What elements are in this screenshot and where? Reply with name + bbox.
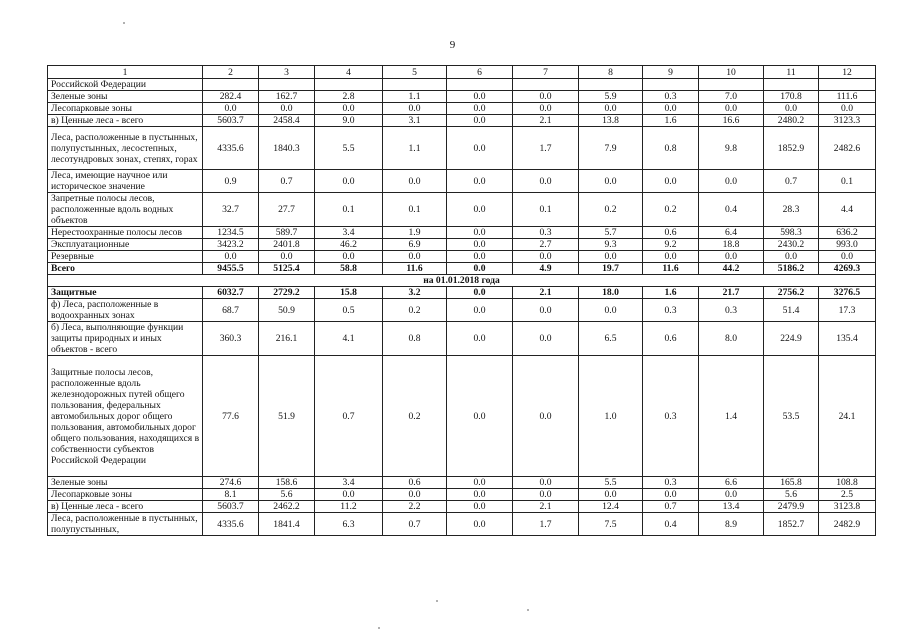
table-cell: 0.7 xyxy=(643,501,699,513)
table-cell: 58.8 xyxy=(315,263,383,275)
table-cell: 224.9 xyxy=(764,322,819,356)
table-cell: 1.1 xyxy=(383,127,447,170)
table-row xyxy=(48,356,876,477)
table-cell: 165.8 xyxy=(764,477,819,489)
table-cell: 0.0 xyxy=(259,103,315,115)
table-cell: 0.0 xyxy=(699,103,764,115)
table-cell: 1.7 xyxy=(513,513,579,536)
table-cell: 3123.3 xyxy=(819,115,876,127)
table-row xyxy=(48,91,876,103)
table-cell: 5603.7 xyxy=(203,501,259,513)
table-row xyxy=(48,322,876,356)
table-cell: 2482.6 xyxy=(819,127,876,170)
table-cell: 9.8 xyxy=(699,127,764,170)
table-cell: 2462.2 xyxy=(259,501,315,513)
table-cell: 0.0 xyxy=(513,299,579,322)
table-cell: 2458.4 xyxy=(259,115,315,127)
table-cell xyxy=(203,79,259,91)
table-cell: 0.5 xyxy=(315,299,383,322)
table-cell: 6.4 xyxy=(699,227,764,239)
table-cell: 0.3 xyxy=(643,356,699,477)
row-label: ф) Леса, расположенные в водоохранных зонах xyxy=(48,299,203,322)
table-cell xyxy=(447,79,513,91)
table-cell: 0.7 xyxy=(315,356,383,477)
table-cell: 0.0 xyxy=(579,251,643,263)
table-cell: 2479.9 xyxy=(764,501,819,513)
table-cell: 0.0 xyxy=(447,227,513,239)
table-row xyxy=(48,513,876,536)
table-cell: 9.2 xyxy=(643,239,699,251)
table-row xyxy=(48,477,876,489)
table-cell xyxy=(513,79,579,91)
row-label: Леса, расположенные в пустынных, полупустынных, xyxy=(48,513,203,536)
table-cell: 0.0 xyxy=(513,322,579,356)
table-cell: 0.2 xyxy=(643,193,699,227)
table-row xyxy=(48,263,876,275)
table-cell: 0.0 xyxy=(447,91,513,103)
table-cell: 0.0 xyxy=(447,322,513,356)
table-row xyxy=(48,227,876,239)
table-cell: 0.0 xyxy=(699,251,764,263)
table-cell: 5.6 xyxy=(764,489,819,501)
table-cell: 2.1 xyxy=(513,115,579,127)
table-cell: 0.3 xyxy=(643,477,699,489)
row-label: Эксплуатационные xyxy=(48,239,203,251)
row-label: Резервные xyxy=(48,251,203,263)
column-header: 12 xyxy=(819,66,876,79)
table-cell: 1841.4 xyxy=(259,513,315,536)
scan-speck xyxy=(378,627,380,629)
table-cell: 0.0 xyxy=(819,103,876,115)
table-cell: 2.1 xyxy=(513,501,579,513)
row-label: Запретные полосы лесов, расположенные вдоль водных объектов xyxy=(48,193,203,227)
table-cell: 0.0 xyxy=(513,91,579,103)
table-cell: 0.6 xyxy=(643,322,699,356)
table-cell xyxy=(259,79,315,91)
table-cell: 0.0 xyxy=(819,251,876,263)
row-label: Зеленые зоны xyxy=(48,477,203,489)
table-cell: 0.0 xyxy=(315,489,383,501)
table-row xyxy=(48,287,876,299)
table-cell: 51.4 xyxy=(764,299,819,322)
table-cell: 0.0 xyxy=(513,489,579,501)
table-cell: 4269.3 xyxy=(819,263,876,275)
column-header: 7 xyxy=(513,66,579,79)
table-cell: 108.8 xyxy=(819,477,876,489)
table-cell: 360.3 xyxy=(203,322,259,356)
table-cell xyxy=(819,79,876,91)
table-cell: 1234.5 xyxy=(203,227,259,239)
table-cell: 6.3 xyxy=(315,513,383,536)
table-cell: 16.6 xyxy=(699,115,764,127)
table-cell: 0.6 xyxy=(643,227,699,239)
row-label: Леса, имеющие научное или историческое значение xyxy=(48,170,203,193)
table-cell: 8.9 xyxy=(699,513,764,536)
table-cell xyxy=(643,79,699,91)
row-label: Зеленые зоны xyxy=(48,91,203,103)
table-cell: 0.0 xyxy=(447,127,513,170)
table-cell: 0.0 xyxy=(643,489,699,501)
table-cell: 0.3 xyxy=(699,299,764,322)
table-cell: 2729.2 xyxy=(259,287,315,299)
table-cell: 0.4 xyxy=(699,193,764,227)
table-cell: 2482.9 xyxy=(819,513,876,536)
table-cell: 6.5 xyxy=(579,322,643,356)
table-cell: 7.9 xyxy=(579,127,643,170)
scan-speck xyxy=(436,600,438,602)
table-row xyxy=(48,115,876,127)
table-cell: 5.9 xyxy=(579,91,643,103)
table-cell: 1852.9 xyxy=(764,127,819,170)
column-header: 6 xyxy=(447,66,513,79)
column-header: 10 xyxy=(699,66,764,79)
table-cell: 162.7 xyxy=(259,91,315,103)
table-cell: 6032.7 xyxy=(203,287,259,299)
table-cell: 111.6 xyxy=(819,91,876,103)
table-cell: 0.0 xyxy=(447,489,513,501)
table-cell: 0.0 xyxy=(579,299,643,322)
column-header: 2 xyxy=(203,66,259,79)
table-cell: 0.2 xyxy=(383,356,447,477)
table-cell: 0.7 xyxy=(764,170,819,193)
table-cell: 19.7 xyxy=(579,263,643,275)
forest-area-table xyxy=(47,65,876,536)
table-cell: 7.0 xyxy=(699,91,764,103)
table-cell: 21.7 xyxy=(699,287,764,299)
table-cell: 4335.6 xyxy=(203,127,259,170)
table-cell: 0.7 xyxy=(259,170,315,193)
table-cell: 0.0 xyxy=(383,251,447,263)
page-number: 9 xyxy=(449,39,456,51)
table-row xyxy=(48,79,876,91)
table-cell: 1.1 xyxy=(383,91,447,103)
table-cell: 4.1 xyxy=(315,322,383,356)
column-header: 9 xyxy=(643,66,699,79)
table-cell: 3276.5 xyxy=(819,287,876,299)
table-cell: 0.0 xyxy=(383,489,447,501)
table-cell: 5.6 xyxy=(259,489,315,501)
row-label: Защитные xyxy=(48,287,203,299)
table-cell: 18.8 xyxy=(699,239,764,251)
table-cell: 589.7 xyxy=(259,227,315,239)
table-cell: 0.0 xyxy=(513,477,579,489)
table-cell: 0.0 xyxy=(203,103,259,115)
table-cell: 7.5 xyxy=(579,513,643,536)
table-cell: 18.0 xyxy=(579,287,643,299)
table-cell: 6.9 xyxy=(383,239,447,251)
row-label: б) Леса, выполняющие функции защиты природных и иных объектов - всего xyxy=(48,322,203,356)
column-header: 3 xyxy=(259,66,315,79)
table-cell: 0.0 xyxy=(447,170,513,193)
table-cell: 0.0 xyxy=(447,263,513,275)
table-cell: 0.0 xyxy=(315,170,383,193)
table-row xyxy=(48,170,876,193)
table-cell: 158.6 xyxy=(259,477,315,489)
table-cell: 27.7 xyxy=(259,193,315,227)
table-cell: 0.0 xyxy=(315,251,383,263)
table-cell: 5125.4 xyxy=(259,263,315,275)
table-cell: 68.7 xyxy=(203,299,259,322)
table-cell: 0.0 xyxy=(447,193,513,227)
table-cell: 2756.2 xyxy=(764,287,819,299)
table-cell: 0.0 xyxy=(447,115,513,127)
table-cell: 0.1 xyxy=(383,193,447,227)
table-cell: 51.9 xyxy=(259,356,315,477)
table-cell: 0.0 xyxy=(643,103,699,115)
table-row xyxy=(48,299,876,322)
table-cell: 0.0 xyxy=(579,103,643,115)
table-cell: 0.0 xyxy=(699,489,764,501)
table-cell: 6.6 xyxy=(699,477,764,489)
table-cell: 5.5 xyxy=(579,477,643,489)
table-row xyxy=(48,127,876,170)
section-row xyxy=(48,275,876,287)
table-cell xyxy=(764,79,819,91)
table-cell: 0.0 xyxy=(513,170,579,193)
table-cell: 0.0 xyxy=(447,103,513,115)
row-label: Лесопарковые зоны xyxy=(48,103,203,115)
table-cell: 5.7 xyxy=(579,227,643,239)
table-cell: 9.3 xyxy=(579,239,643,251)
row-label: Леса, расположенные в пустынных, полупустынных, лесостепных, лесотундровых зонах, степях, горах xyxy=(48,127,203,170)
table-cell: 0.0 xyxy=(447,287,513,299)
table-cell: 0.8 xyxy=(643,127,699,170)
table-cell: 2401.8 xyxy=(259,239,315,251)
table-cell: 0.0 xyxy=(513,251,579,263)
table-row xyxy=(48,239,876,251)
table-cell: 0.0 xyxy=(513,103,579,115)
table-cell: 2480.2 xyxy=(764,115,819,127)
table-cell: 4335.6 xyxy=(203,513,259,536)
table-cell: 0.0 xyxy=(447,251,513,263)
table-cell xyxy=(315,79,383,91)
row-label: Всего xyxy=(48,263,203,275)
table-cell: 0.9 xyxy=(203,170,259,193)
column-header: 11 xyxy=(764,66,819,79)
table-cell: 0.0 xyxy=(383,170,447,193)
table-cell: 0.0 xyxy=(764,251,819,263)
table-cell: 0.0 xyxy=(579,170,643,193)
table-cell: 170.8 xyxy=(764,91,819,103)
row-label: Лесопарковые зоны xyxy=(48,489,203,501)
table-row xyxy=(48,103,876,115)
table-cell: 3.4 xyxy=(315,227,383,239)
header-row xyxy=(48,66,876,79)
table-cell: 4.9 xyxy=(513,263,579,275)
table-cell: 50.9 xyxy=(259,299,315,322)
table-cell: 5186.2 xyxy=(764,263,819,275)
table-cell: 0.3 xyxy=(643,91,699,103)
row-label: Защитные полосы лесов, расположенные вдоль железнодорожных путей общего пользования, федеральных автомобильных дорог общего пользования, автомобильных дорог общего пользования, находящихся в собственности субъектов Российской Федерации xyxy=(48,356,203,477)
table-cell: 636.2 xyxy=(819,227,876,239)
table-body xyxy=(48,79,876,536)
table-cell: 0.0 xyxy=(383,103,447,115)
table-cell: 3.1 xyxy=(383,115,447,127)
table-cell xyxy=(699,79,764,91)
table-cell: 216.1 xyxy=(259,322,315,356)
table-cell: 3123.8 xyxy=(819,501,876,513)
table-cell: 2.5 xyxy=(819,489,876,501)
table-cell: 0.0 xyxy=(203,251,259,263)
table-cell: 5.5 xyxy=(315,127,383,170)
table-cell: 0.4 xyxy=(643,513,699,536)
table-cell: 1.0 xyxy=(579,356,643,477)
table-cell: 53.5 xyxy=(764,356,819,477)
table-cell: 0.0 xyxy=(513,356,579,477)
table-cell: 1.6 xyxy=(643,287,699,299)
table-cell: 1.6 xyxy=(643,115,699,127)
table-row xyxy=(48,501,876,513)
table-cell: 0.1 xyxy=(819,170,876,193)
table-cell: 0.2 xyxy=(383,299,447,322)
table-cell: 11.6 xyxy=(383,263,447,275)
table-cell: 993.0 xyxy=(819,239,876,251)
table-cell: 2430.2 xyxy=(764,239,819,251)
column-header: 4 xyxy=(315,66,383,79)
table-cell: 0.0 xyxy=(447,356,513,477)
row-label: в) Ценные леса - всего xyxy=(48,115,203,127)
table-cell: 1840.3 xyxy=(259,127,315,170)
table-cell: 0.6 xyxy=(383,477,447,489)
table-cell: 2.7 xyxy=(513,239,579,251)
table-cell: 0.0 xyxy=(764,103,819,115)
table-row xyxy=(48,489,876,501)
table-cell: 9455.5 xyxy=(203,263,259,275)
table-cell: 24.1 xyxy=(819,356,876,477)
table-cell: 11.2 xyxy=(315,501,383,513)
table-cell: 3.2 xyxy=(383,287,447,299)
table-cell: 15.8 xyxy=(315,287,383,299)
table-cell xyxy=(383,79,447,91)
table-cell: 0.8 xyxy=(383,322,447,356)
table-cell xyxy=(579,79,643,91)
table-cell: 0.0 xyxy=(447,501,513,513)
table-cell: 13.4 xyxy=(699,501,764,513)
scan-speck xyxy=(527,609,529,611)
table-cell: 0.7 xyxy=(383,513,447,536)
table-cell: 12.4 xyxy=(579,501,643,513)
table-cell: 0.0 xyxy=(447,239,513,251)
table-row xyxy=(48,193,876,227)
table-cell: 0.1 xyxy=(315,193,383,227)
table-cell: 2.8 xyxy=(315,91,383,103)
table-cell: 3423.2 xyxy=(203,239,259,251)
table-cell: 0.1 xyxy=(513,193,579,227)
column-header: 1 xyxy=(48,66,203,79)
table-cell: 32.7 xyxy=(203,193,259,227)
table-cell: 13.8 xyxy=(579,115,643,127)
table-cell: 0.2 xyxy=(579,193,643,227)
table-cell: 0.0 xyxy=(643,251,699,263)
table-cell: 0.0 xyxy=(579,489,643,501)
table-cell: 0.0 xyxy=(259,251,315,263)
table-row xyxy=(48,251,876,263)
table-cell: 274.6 xyxy=(203,477,259,489)
table-cell: 0.3 xyxy=(643,299,699,322)
table-cell: 2.2 xyxy=(383,501,447,513)
row-label: в) Ценные леса - всего xyxy=(48,501,203,513)
table-cell: 8.0 xyxy=(699,322,764,356)
table-cell: 1.7 xyxy=(513,127,579,170)
table-cell: 9.0 xyxy=(315,115,383,127)
table-cell: 8.1 xyxy=(203,489,259,501)
table-cell: 0.0 xyxy=(447,477,513,489)
table-cell: 11.6 xyxy=(643,263,699,275)
table-cell: 0.0 xyxy=(447,513,513,536)
table-cell: 135.4 xyxy=(819,322,876,356)
table-cell: 17.3 xyxy=(819,299,876,322)
table-cell: 5603.7 xyxy=(203,115,259,127)
table-cell: 1.9 xyxy=(383,227,447,239)
table-cell: 28.3 xyxy=(764,193,819,227)
section-heading: на 01.01.2018 года xyxy=(48,275,876,287)
table-cell: 598.3 xyxy=(764,227,819,239)
scan-speck xyxy=(123,22,125,24)
table-cell: 0.3 xyxy=(513,227,579,239)
column-header: 5 xyxy=(383,66,447,79)
row-label: Нерестоохранные полосы лесов xyxy=(48,227,203,239)
table-cell: 77.6 xyxy=(203,356,259,477)
column-header: 8 xyxy=(579,66,643,79)
table-cell: 2.1 xyxy=(513,287,579,299)
table-cell: 0.0 xyxy=(643,170,699,193)
table-cell: 44.2 xyxy=(699,263,764,275)
table-cell: 0.0 xyxy=(447,299,513,322)
table-cell: 3.4 xyxy=(315,477,383,489)
table-cell: 46.2 xyxy=(315,239,383,251)
table-cell: 4.4 xyxy=(819,193,876,227)
table-cell: 1.4 xyxy=(699,356,764,477)
table-cell: 1852.7 xyxy=(764,513,819,536)
row-label: Российской Федерации xyxy=(48,79,203,91)
table-cell: 0.0 xyxy=(315,103,383,115)
table-cell: 0.0 xyxy=(699,170,764,193)
table-cell: 282.4 xyxy=(203,91,259,103)
